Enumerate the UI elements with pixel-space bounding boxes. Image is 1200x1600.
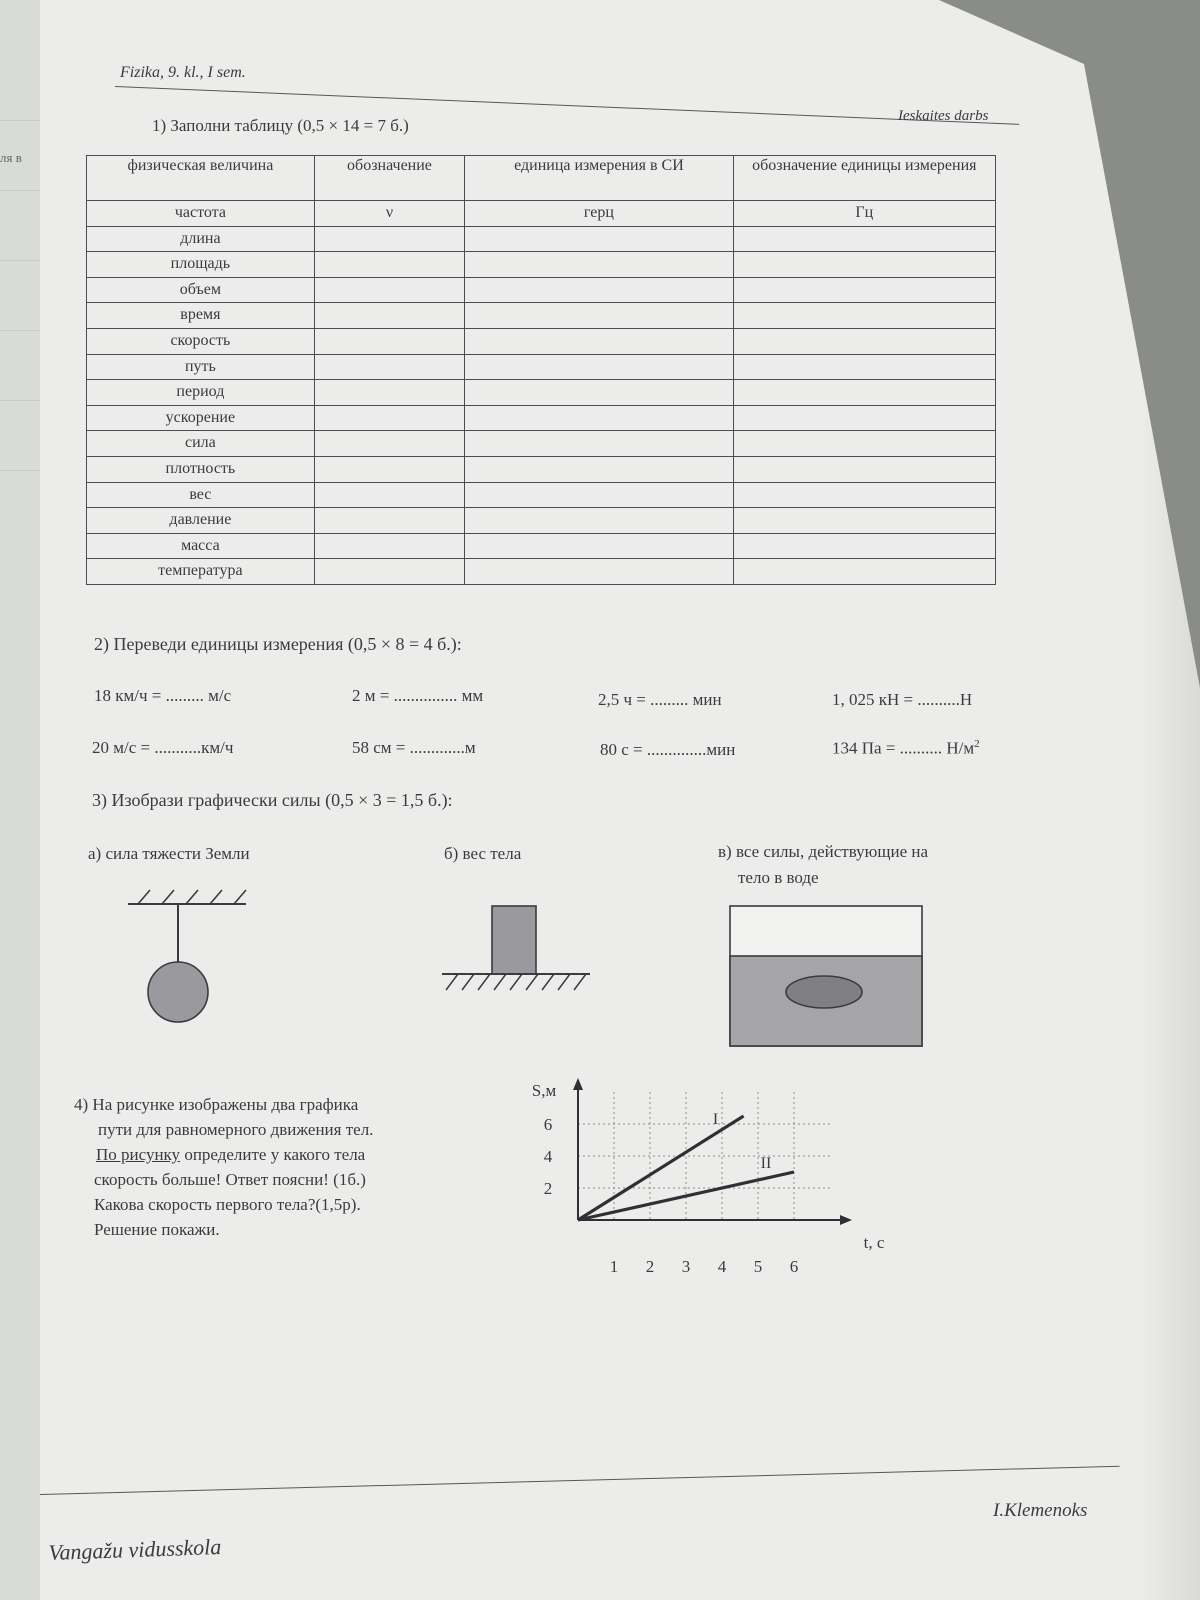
unit-symbol-cell — [733, 328, 995, 354]
q4-line: Решение покажи. — [94, 1220, 220, 1239]
q4-line-rest: определите у какого тела — [180, 1145, 366, 1164]
y-axis-label: S,м — [531, 1081, 557, 1100]
superscript-two: 2 — [974, 738, 980, 750]
table-row — [87, 482, 996, 508]
footer-author: I.Klemenoks — [993, 1500, 1088, 1521]
conversion-item: 2 м = ............... мм — [352, 686, 484, 705]
symbol-cell: ν — [314, 201, 464, 227]
table-row — [87, 431, 996, 457]
table-row — [87, 354, 996, 380]
conversion-pressure-text: 134 Па = .......... Н/м — [832, 738, 975, 758]
symbol-cell — [314, 559, 464, 585]
y-axis-arrow — [573, 1078, 583, 1090]
col-header-si-unit: единица измерения в СИ — [465, 156, 733, 201]
col-header-symbol: обозначение — [314, 156, 464, 201]
unit-symbol-cell — [733, 354, 995, 380]
distance-time-chart — [530, 1080, 900, 1310]
si-unit-cell — [465, 277, 733, 303]
footer-school: Vangažu vidusskola — [48, 1533, 222, 1565]
col-header-unit-symbol: обозначение единицы измерения — [733, 156, 995, 201]
table-row — [87, 508, 996, 534]
x-axis-label: t, с — [863, 1233, 885, 1252]
block-on-surface-figure — [438, 898, 598, 1008]
x-tick-label: 5 — [753, 1257, 763, 1276]
units-table-header — [87, 156, 996, 201]
quantity-cell: сила — [87, 431, 315, 457]
si-unit-cell — [465, 482, 733, 508]
unit-symbol-cell — [733, 277, 995, 303]
si-unit-cell: герц — [465, 201, 733, 227]
q1-title: 1) Заполни таблицу (0,5 × 14 = 7 б.) — [152, 116, 409, 135]
si-unit-cell — [465, 303, 733, 329]
series-label-II: II — [760, 1155, 772, 1172]
unit-symbol-cell: Гц — [733, 201, 995, 227]
q3-label-c-line1: в) все силы, действующие на — [718, 842, 929, 861]
conversion-item: 58 см = .............м — [352, 738, 476, 757]
unit-symbol-cell — [733, 303, 995, 329]
x-tick-label: 3 — [681, 1257, 691, 1276]
quantity-cell: ускорение — [87, 405, 315, 431]
symbol-cell — [314, 380, 464, 406]
conversion-item: 2,5 ч = ......... мин — [598, 690, 722, 709]
si-unit-cell — [465, 252, 733, 278]
table-row — [87, 226, 996, 252]
conversion-item: 80 с = ..............мин — [600, 740, 736, 759]
unit-symbol-cell — [733, 456, 995, 482]
q4-line: Какова скорость первого тела?(1,5р). — [94, 1195, 361, 1214]
table-row — [87, 559, 996, 585]
si-unit-cell — [465, 328, 733, 354]
si-unit-cell — [465, 559, 733, 585]
q3-title: 3) Изобрази графически силы (0,5 × 3 = 1,5 б.): — [92, 790, 453, 810]
symbol-cell — [314, 405, 464, 431]
x-axis-arrow — [840, 1215, 852, 1225]
si-unit-cell — [465, 226, 733, 252]
symbol-cell — [314, 431, 464, 457]
quantity-cell: длина — [87, 226, 315, 252]
pendulum-ball — [148, 962, 208, 1022]
q3-label-b: б) вес тела — [444, 844, 522, 863]
symbol-cell — [314, 533, 464, 559]
unit-symbol-cell — [733, 252, 995, 278]
y-tick-label: 2 — [543, 1179, 553, 1198]
symbol-cell — [314, 508, 464, 534]
x-tick-label: 1 — [609, 1257, 619, 1276]
symbol-cell — [314, 252, 464, 278]
quantity-cell: период — [87, 380, 315, 406]
unit-symbol-cell — [733, 533, 995, 559]
notebook-edge-text: ля в — [0, 150, 22, 165]
si-unit-cell — [465, 533, 733, 559]
series-label-I: I — [712, 1111, 719, 1128]
table-row — [87, 252, 996, 278]
quantity-cell: площадь — [87, 252, 315, 278]
table-row — [87, 380, 996, 406]
conversion-item: 20 м/с = ...........км/ч — [92, 738, 234, 757]
unit-symbol-cell — [733, 482, 995, 508]
table-row — [87, 456, 996, 482]
header-right: Ieskaites darbs — [898, 108, 989, 124]
quantity-cell: плотность — [87, 456, 315, 482]
unit-symbol-cell — [733, 380, 995, 406]
symbol-cell — [314, 303, 464, 329]
quantity-cell: вес — [87, 482, 315, 508]
si-unit-cell — [465, 431, 733, 457]
q4-line: скорость больше! Ответ поясни! (1б.) — [94, 1170, 366, 1189]
q4-line — [74, 1142, 494, 1167]
symbol-cell — [314, 226, 464, 252]
y-tick-label: 4 — [543, 1147, 553, 1166]
q3-label-c-line2: тело в воде — [738, 868, 819, 887]
col-header-quantity: физическая величина — [87, 156, 315, 201]
water-container-figure — [728, 904, 928, 1054]
series-line-I — [578, 1116, 744, 1220]
symbol-cell — [314, 354, 464, 380]
quantity-cell: частота — [87, 201, 315, 227]
conversion-item: 18 км/ч = ......... м/с — [94, 686, 232, 705]
si-unit-cell — [465, 508, 733, 534]
symbol-cell — [314, 277, 464, 303]
q4-text — [74, 1092, 494, 1242]
block — [492, 906, 536, 974]
quantity-cell: путь — [87, 354, 315, 380]
quantity-cell: температура — [87, 559, 315, 585]
pendulum-figure — [118, 880, 258, 1030]
si-unit-cell — [465, 380, 733, 406]
symbol-cell — [314, 328, 464, 354]
q4-line: 4) На рисунке изображены два графика — [74, 1095, 359, 1114]
units-table — [86, 155, 996, 585]
unit-symbol-cell — [733, 508, 995, 534]
q4-line: пути для равномерного движения тел. — [98, 1120, 374, 1139]
symbol-cell — [314, 482, 464, 508]
si-unit-cell — [465, 456, 733, 482]
q2-title: 2) Переведи единицы измерения (0,5 × 8 = 4 б.): — [94, 634, 462, 654]
si-unit-cell — [465, 405, 733, 431]
table-row — [87, 533, 996, 559]
x-tick-label: 6 — [789, 1257, 799, 1276]
quantity-cell: скорость — [87, 328, 315, 354]
table-row — [87, 201, 996, 227]
x-tick-label: 4 — [717, 1257, 727, 1276]
unit-symbol-cell — [733, 559, 995, 585]
quantity-cell: время — [87, 303, 315, 329]
conversion-item: 1, 025 кН = ..........Н — [832, 690, 973, 709]
submerged-body — [786, 976, 862, 1008]
q4-underlined-phrase: По рисунку — [96, 1145, 181, 1164]
symbol-cell — [314, 456, 464, 482]
table-row — [87, 303, 996, 329]
unit-symbol-cell — [733, 226, 995, 252]
unit-symbol-cell — [733, 431, 995, 457]
quantity-cell: масса — [87, 533, 315, 559]
quantity-cell: давление — [87, 508, 315, 534]
si-unit-cell — [465, 354, 733, 380]
q3-label-a: а) сила тяжести Земли — [88, 844, 250, 863]
table-row — [87, 405, 996, 431]
quantity-cell: объем — [87, 277, 315, 303]
x-tick-label: 2 — [645, 1257, 655, 1276]
table-row — [87, 277, 996, 303]
header-left: Fizika, 9. kl., I sem. — [120, 64, 246, 81]
unit-symbol-cell — [733, 405, 995, 431]
table-row — [87, 328, 996, 354]
y-tick-label: 6 — [543, 1115, 553, 1134]
conversion-item — [832, 738, 980, 759]
